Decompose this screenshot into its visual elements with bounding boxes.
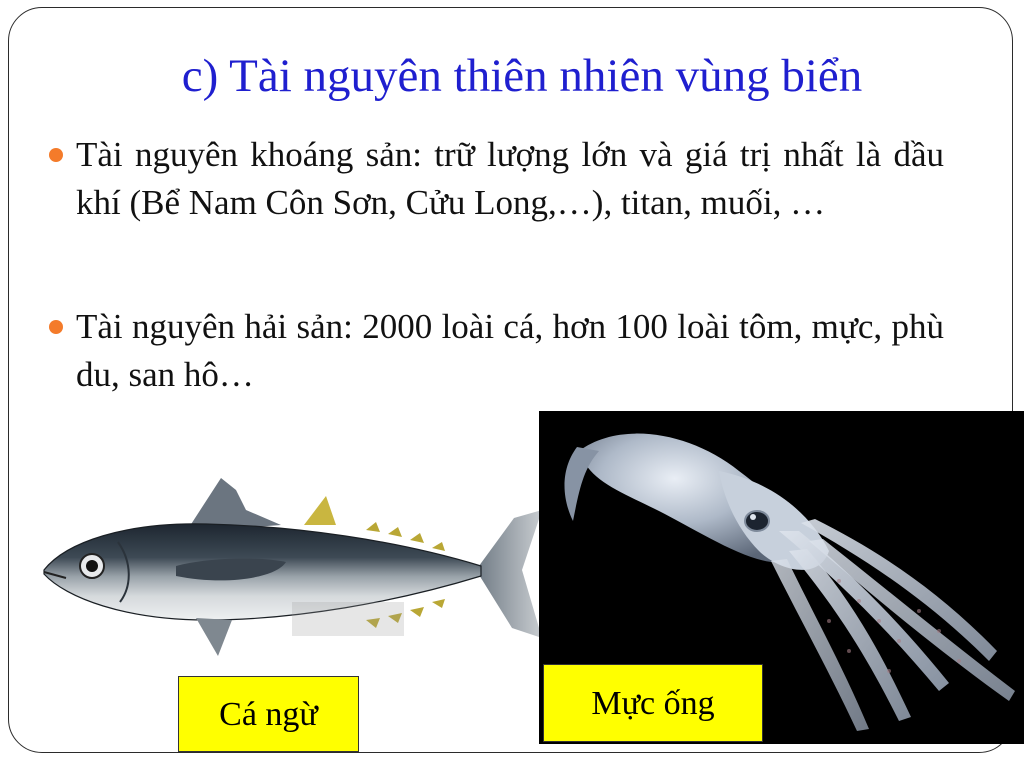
bullet-text: Tài nguyên hải sản: 2000 loài cá, hơn 100 loài tôm, mực, phù du, san hô… xyxy=(76,307,944,394)
bullet-dot-icon xyxy=(49,148,63,162)
bullet-item-seafood xyxy=(76,303,944,399)
bullet-text: Tài nguyên khoáng sản: trữ lượng lớn và giá trị nhất là dầu khí (Bể Nam Côn Sơn, Cửu Long,…), titan, muối, … xyxy=(76,135,944,222)
tuna-caption: Cá ngừ xyxy=(178,676,359,752)
bullet-item-minerals xyxy=(76,131,944,227)
bullet-dot-icon xyxy=(49,320,63,334)
squid-caption: Mực ống xyxy=(543,664,763,742)
tuna-tail xyxy=(476,510,542,638)
tuna-image xyxy=(36,470,546,670)
tuna-yellow-fin xyxy=(304,496,336,525)
slide-title: c) Tài nguyên thiên nhiên vùng biển xyxy=(181,50,863,102)
